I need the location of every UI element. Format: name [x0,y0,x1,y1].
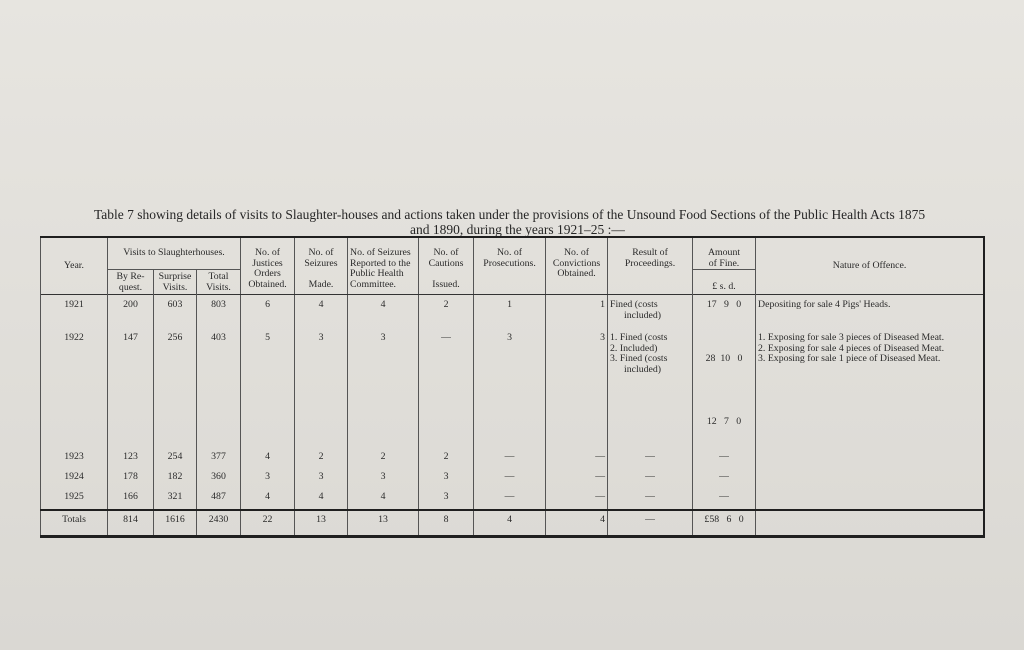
cell-total-visits: 377 [197,449,241,469]
header-result: Result of Proceedings. [608,237,693,294]
cell-justices: 4 [241,489,295,510]
cell-result: — [608,469,693,489]
total-prosecutions: 4 [474,510,546,537]
header-cautions: No. of Cautions Issued. [419,237,474,294]
cell-seizures: 3 [295,469,348,489]
cell-nature [756,469,984,489]
cell-cautions: 3 [419,469,474,489]
header-total-visits: Total Visits. [197,270,241,295]
cell-by-request: 200 [108,295,154,329]
header-amount: Amount of Fine. [693,237,756,270]
total-nature [756,510,984,537]
cell-surprise: 603 [154,295,197,329]
total-visits: 2430 [197,510,241,537]
cell-nature [756,489,984,510]
cell-nature: Depositing for sale 4 Pigs' Heads. [756,295,984,329]
header-by-request: By Re- quest. [108,270,154,295]
table-caption [94,207,944,237]
cell-justices: 6 [241,295,295,329]
cell-nature: 1. Exposing for sale 3 pieces of Diseased Meat. 2. Exposing for sale 4 pieces of Diseased Meat. 3. Exposing for sale 1 piece of Diseased Meat. [756,328,984,449]
cell-year: 1921 [41,295,108,329]
cell-prosecutions: — [474,489,546,510]
cell-reported: 2 [348,449,419,469]
table-row [41,295,984,329]
cell-justices: 3 [241,469,295,489]
total-reported: 13 [348,510,419,537]
cell-reported: 3 [348,328,419,449]
total-amount: £58 6 0 [693,510,756,537]
cell-prosecutions: 3 [474,328,546,449]
table-row [41,469,984,489]
header-surprise: Surprise Visits. [154,270,197,295]
cell-justices: 5 [241,328,295,449]
cell-total-visits: 487 [197,489,241,510]
cell-by-request: 147 [108,328,154,449]
cell-cautions: 3 [419,489,474,510]
cell-amount: 28 10 0 12 7 0 [693,328,756,449]
total-result: — [608,510,693,537]
table-row [41,328,984,449]
cell-result: 1. Fined (costs 2. Included) 3. Fined (costs included) [608,328,693,449]
cell-prosecutions: 1 [474,295,546,329]
cell-convictions: — [546,489,608,510]
cell-seizures: 3 [295,328,348,449]
table-row [41,449,984,469]
cell-convictions: 1 [546,295,608,329]
cell-cautions: 2 [419,449,474,469]
total-cautions: 8 [419,510,474,537]
cell-amount: — [693,469,756,489]
cell-amount: — [693,489,756,510]
header-reported: No. of Seizures Reported to the Public Health Committee. [348,237,419,294]
total-surprise: 1616 [154,510,197,537]
cell-seizures: 4 [295,489,348,510]
cell-seizures: 2 [295,449,348,469]
cell-result: Fined (costs included) [608,295,693,329]
header-nature: Nature of Offence. [756,237,984,295]
cell-convictions: — [546,469,608,489]
total-justices: 22 [241,510,295,537]
cell-amount: — [693,449,756,469]
total-by-request: 814 [108,510,154,537]
cell-year: 1922 [41,328,108,449]
cell-convictions: 3 [546,328,608,449]
cell-year: 1924 [41,469,108,489]
cell-seizures: 4 [295,295,348,329]
cell-prosecutions: — [474,449,546,469]
totals-row [41,510,984,537]
cell-total-visits: 803 [197,295,241,329]
cell-by-request: 178 [108,469,154,489]
total-seizures: 13 [295,510,348,537]
header-seizures: No. of Seizures Made. [295,237,348,294]
totals-label: Totals [41,510,108,537]
cell-result: — [608,489,693,510]
cell-cautions: — [419,328,474,449]
caption-line-2: and 1890, during the years 1921–25 :— [410,222,625,237]
cell-total-visits: 360 [197,469,241,489]
cell-reported: 3 [348,469,419,489]
cell-surprise: 256 [154,328,197,449]
cell-surprise: 321 [154,489,197,510]
cell-result: — [608,449,693,469]
header-visits-group: Visits to Slaughterhouses. [108,237,241,270]
cell-prosecutions: — [474,469,546,489]
header-year: Year. [41,237,108,295]
cell-surprise: 254 [154,449,197,469]
cell-justices: 4 [241,449,295,469]
cell-reported: 4 [348,295,419,329]
header-justices: No. of Justices Orders Obtained. [241,237,295,294]
caption-line-1: Table 7 showing details of visits to Slaughter-houses and actions taken under the provisions of the Unsound Food Sections of the Public Health Acts 1875 [94,207,926,222]
cell-reported: 4 [348,489,419,510]
cell-nature [756,449,984,469]
cell-year: 1923 [41,449,108,469]
cell-year: 1925 [41,489,108,510]
header-convictions: No. of Convictions Obtained. [546,237,608,294]
cell-by-request: 166 [108,489,154,510]
cell-cautions: 2 [419,295,474,329]
slaughterhouse-table [40,236,985,538]
cell-total-visits: 403 [197,328,241,449]
header-amount-units: £ s. d. [693,270,756,295]
cell-surprise: 182 [154,469,197,489]
cell-amount: 17 9 0 [693,295,756,329]
cell-by-request: 123 [108,449,154,469]
cell-convictions: — [546,449,608,469]
header-prosecutions: No. of Prosecutions. [474,237,546,294]
header-row-1 [41,237,984,270]
table-row [41,489,984,510]
total-convictions: 4 [546,510,608,537]
